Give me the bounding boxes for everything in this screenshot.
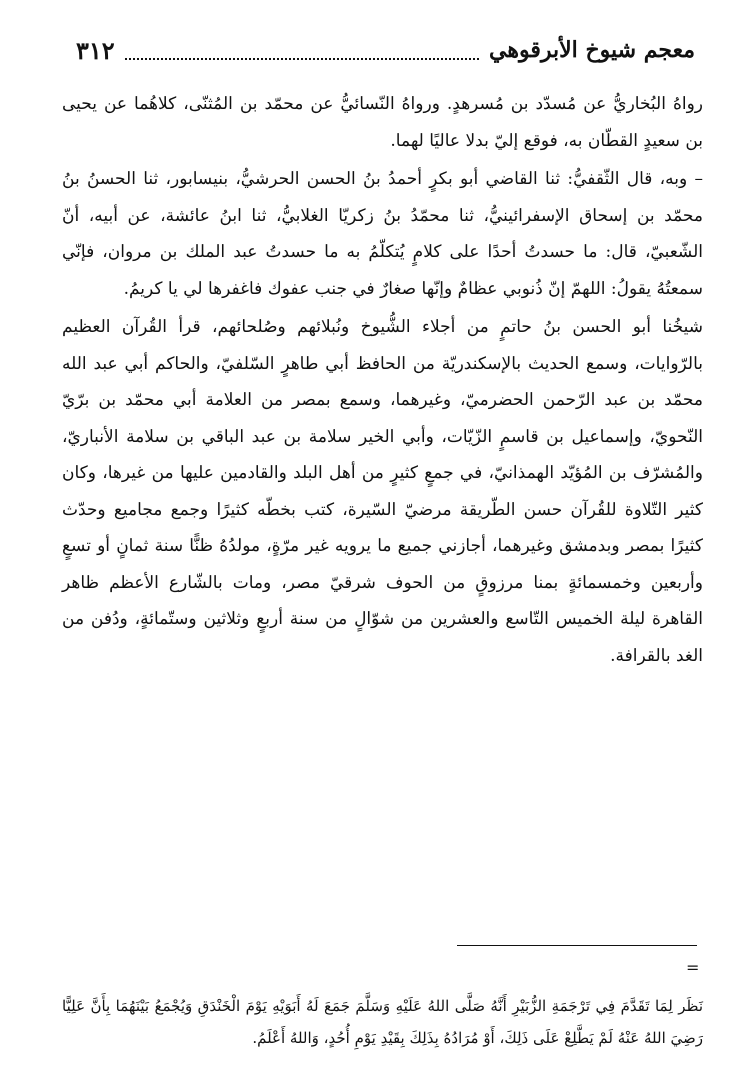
- footnote-continuation-mark: =: [686, 958, 700, 977]
- paragraph: شيخُنا أبو الحسن بنُ حاتمٍ من أجلاء الشُّيوخ ونُبلائهم وصُلحائهم، قرأ القُرآن العظيم بالرّوايات، وسمع الحديث بالإسكندريّة من الحافظ أبي طاهرٍ السّلفيّ، والحاكم أبي عبد الله محمّد بن عبد الرّحمن الحضرميّ، وغيرهما، وسمع بمصر من العلامة أبي محمّد بن برّيّ النّحويّ، وإسماعيل بن قاسمٍ الزّيّات، وأبي الخير سلامة بن عبد الباقي بن سلامة الأنباريّ، والمُشرّف بن المُؤيّد الهمذانيّ، في جمعٍ كثيرٍ من أهل البلد والقادمين عليها من غيرها، وكان كثير التّلاوة للقُرآن حسن الطّريقة مرضيّ السّيرة، كتب بخطّه كثيرًا وجمع مجاميع وحدّث كثيرًا بمصر وبدمشق وغيرهما، أجازني جميع ما يرويه غير مرّةٍ، مولدُهُ ظنًّا سنة ثمانٍ أو تسعٍ وأربعين وخمسمائةٍ بمنا مرزوقٍ من الحوف شرقيّ مصر، ومات بالشّارع الأعظم ظاهر القاهرة ليلة الخميس التّاسع والعشرين من شوّالٍ من سنة أربعٍ وثلاثين وستّمائةٍ، ودُفن من الغد بالقرافة.: [62, 317, 703, 666]
- running-title: معجم شيوخ الأبرقوهي: [489, 37, 695, 63]
- footnote-separator: [457, 945, 697, 946]
- main-text: [62, 86, 703, 674]
- page-number: ٣١٢: [76, 35, 115, 65]
- header-leader-dots: [125, 40, 479, 60]
- footnote-text: نَظَر لِمَا تَقَدَّمَ فِي تَرْجَمَةِ الزُّبَيْرِ أَنَّهُ صَلَّى اللهُ عَلَيْهِ وَسَلَّمَ جَمَعَ لَهُ أَبَوَيْهِ يَوْمَ الْخَنْدَقِ وَيُجْمَعُ بَيْنَهُمَا بِأَنَّ عَلِيًّا رَضِيَ اللهُ عَنْهُ لَمْ يَطَّلِعْ عَلَى ذَلِكَ، أَوْ مُرَادُهُ بِذَلِكَ بِقَيْدِ يَوْمِ أُحُدٍ، وَاللهُ أَعْلَمُ.: [62, 997, 703, 1047]
- paragraph: رواهُ البُخاريُّ عن مُسدّد بن مُسرهدٍ. ورواهُ النّسائيُّ عن محمّد بن المُثنّى، كلاهُما عن يحيى بن سعيدٍ القطّان به، فوقع إليّ بدلا عاليًا لهما.: [62, 94, 703, 151]
- footnotes: [62, 990, 703, 1054]
- page-header: [62, 30, 703, 70]
- paragraph: – وبه، قال الثّقفيُّ: ثنا القاضي أبو بكرٍ أحمدُ بنُ الحسن الحرشيُّ، بنيسابور، ثنا الحسنُ بنُ محمّد بن إسحاق الإسفرائينيُّ، ثنا محمّدُ بنُ زكريّا الغلابيُّ، ثنا ابنُ عائشة، عن أبيه، أنّ الشّعبيّ، قال: ما حسدتُ أحدًا على كلامٍ يُتكلّمُ به ما حسدتُ عبد الملك بن مروان، فإنّي سمعتُهُ يقولُ: اللهمّ إنّ ذُنوبي عظامٌ وإنّها صغارٌ في جنب عفوك فاغفرها لي يا كريمُ.: [62, 169, 703, 299]
